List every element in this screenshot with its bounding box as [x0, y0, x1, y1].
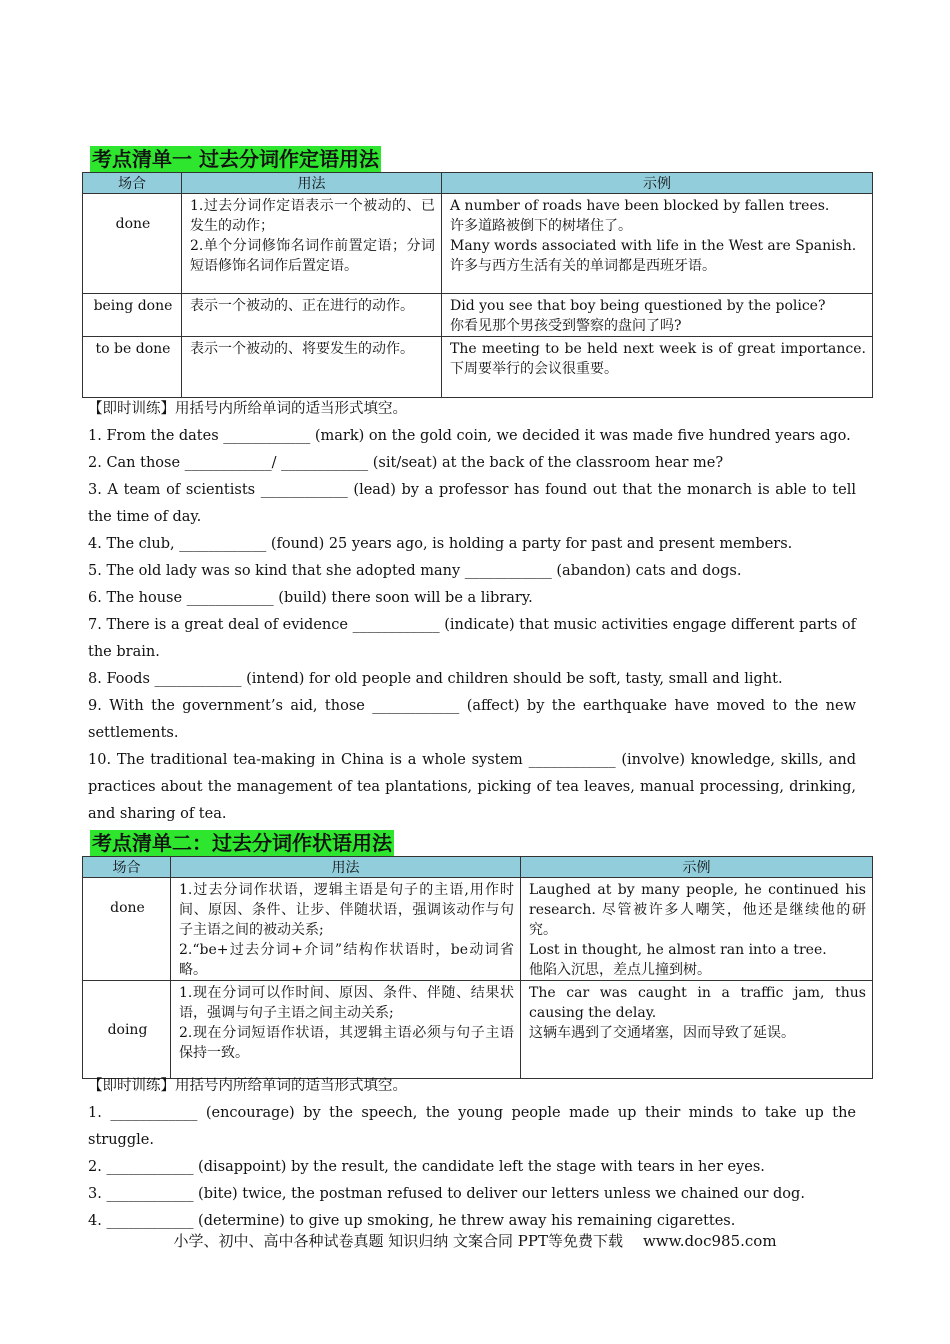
usage-cell	[182, 337, 442, 398]
usage-cell	[171, 878, 521, 981]
exercise-item: 10. The traditional tea-making in China is a whole system ____________ (involve) knowledge, skills, and practices about the management of tea plantations, picking of tea leaves, manual processing, drinking, and sharing of tea.	[88, 752, 856, 822]
table-row	[83, 337, 873, 398]
table-row	[83, 878, 873, 981]
usage-cell	[182, 194, 442, 294]
exercise1	[88, 396, 856, 828]
table-header-example: 示例	[442, 173, 873, 194]
scene-cell: being done	[83, 294, 182, 337]
usage-line: 表示一个被动的、正在进行的动作。	[190, 298, 414, 314]
example-line: 这辆车遇到了交通堵塞，因而导致了延误。	[529, 1025, 795, 1041]
section2-table	[82, 856, 873, 1079]
table-row	[83, 294, 873, 337]
example-line: Many words associated with life in the West are Spanish.	[450, 238, 857, 254]
exercise-item: 3. ____________ (bite) twice, the postman refused to deliver our letters unless we chained our dog.	[88, 1186, 805, 1202]
usage-line: 2.“be+过去分词+介词”结构作状语时，be动词省略。	[179, 942, 514, 978]
exercise-item: 4. The club, ____________ (found) 25 years ago, is holding a party for past and present members.	[88, 536, 793, 552]
example-line: A number of roads have been blocked by fallen trees.	[450, 198, 830, 214]
table-header-usage: 用法	[182, 173, 442, 194]
example-line: 你看见那个男孩受到警察的盘问了吗?	[450, 318, 682, 334]
table-header-scene: 场合	[83, 857, 171, 878]
usage-cell	[171, 981, 521, 1079]
example-line: The car was caught in a traffic jam, thus causing the delay.	[529, 985, 866, 1021]
example-cell	[442, 294, 873, 337]
section1-title: 考点清单一 过去分词作定语用法	[92, 147, 379, 171]
exercise-item: 9. With the government’s aid, those ____________ (affect) by the earthquake have moved to the new settlements.	[88, 698, 856, 741]
scene-cell: doing	[83, 981, 171, 1079]
example-line: Lost in thought, he almost ran into a tree.	[529, 942, 827, 958]
exercise2	[88, 1073, 856, 1235]
exercise-item: 4. ____________ (determine) to give up smoking, he threw away his remaining cigarettes.	[88, 1213, 736, 1229]
table-header-usage: 用法	[171, 857, 521, 878]
table-row	[83, 194, 873, 294]
exercise-item: 8. Foods ____________ (intend) for old people and children should be soft, tasty, small and light.	[88, 671, 783, 687]
table-header-scene: 场合	[83, 173, 182, 194]
exercise-item: 2. ____________ (disappoint) by the result, the candidate left the stage with tears in her eyes.	[88, 1159, 765, 1175]
exercise-item: 6. The house ____________ (build) there soon will be a library.	[88, 590, 533, 606]
table-header-example: 示例	[521, 857, 873, 878]
exercise-heading: 【即时训练】用括号内所给单词的适当形式填空。	[88, 401, 407, 417]
example-line: 许多道路被倒下的树堵住了。	[450, 218, 632, 234]
example-line: The meeting to be held next week is of great importance. 下周要举行的会议很重要。	[450, 341, 866, 377]
section1-table	[82, 172, 873, 398]
example-line: 许多与西方生活有关的单词都是西班牙语。	[450, 258, 716, 274]
table-row	[83, 981, 873, 1079]
exercise-item: 1. From the dates ____________ (mark) on the gold coin, we decided it was made five hundred years ago.	[88, 428, 851, 444]
scene-cell: done	[83, 194, 182, 294]
exercise-item: 1. ____________ (encourage) by the speech, the young people made up their minds to take up the struggle.	[88, 1105, 856, 1148]
exercise-item: 5. The old lady was so kind that she adopted many ____________ (abandon) cats and dogs.	[88, 563, 742, 579]
example-line: Laughed at by many people, he continued his research. 尽管被许多人嘲笑，他还是继续他的研究。	[529, 882, 866, 938]
example-cell	[442, 337, 873, 398]
usage-line: 2.单个分词修饰名词作前置定语；分词短语修饰名词作后置定语。	[190, 238, 435, 274]
usage-cell	[182, 294, 442, 337]
exercise-item: 7. There is a great deal of evidence ____________ (indicate) that music activities engage different parts of the brain.	[88, 617, 856, 660]
exercise-item: 2. Can those ____________/ ____________ (sit/seat) at the back of the classroom hear me?	[88, 455, 724, 471]
example-cell	[521, 878, 873, 981]
usage-line: 1.过去分词作定语表示一个被动的、已发生的动作；	[190, 198, 435, 234]
usage-line: 1.过去分词作状语，逻辑主语是句子的主语,用作时间、原因、条件、让步、伴随状语，强调该动作与句子主语之间的被动关系;	[179, 882, 514, 938]
footer-link[interactable]: www.doc985.com	[642, 1232, 777, 1250]
page-footer	[0, 1230, 950, 1251]
example-cell	[521, 981, 873, 1079]
section2-title: 考点清单二：过去分词作状语用法	[92, 831, 392, 855]
exercise-item: 3. A team of scientists ____________ (lead) by a professor has found out that the monarch is able to tell the time of day.	[88, 482, 856, 525]
example-cell	[442, 194, 873, 294]
scene-cell: to be done	[83, 337, 182, 398]
footer-text: 小学、初中、高中各种试卷真题 知识归纳 文案合同 PPT等免费下载	[173, 1232, 623, 1250]
usage-line: 2.现在分词短语作状语，其逻辑主语必须与句子主语保持一致。	[179, 1025, 514, 1061]
usage-line: 1.现在分词可以作时间、原因、条件、伴随、结果状语，强调与句子主语之间主动关系;	[179, 985, 514, 1021]
example-line: Did you see that boy being questioned by the police?	[450, 298, 826, 314]
exercise-heading: 【即时训练】用括号内所给单词的适当形式填空。	[88, 1078, 407, 1094]
example-line: 他陷入沉思，差点儿撞到树。	[529, 962, 711, 978]
scene-cell: done	[83, 878, 171, 981]
usage-line: 表示一个被动的、将要发生的动作。	[190, 341, 414, 357]
